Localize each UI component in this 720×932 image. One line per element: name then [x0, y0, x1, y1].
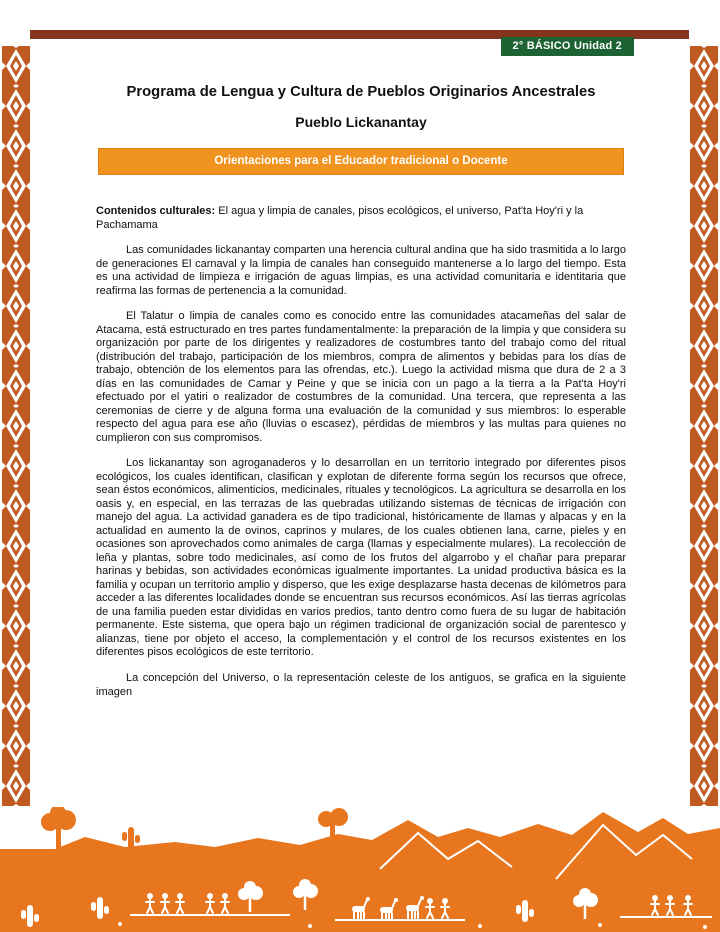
page-title: Programa de Lengua y Cultura de Pueblos Originarios Ancestrales [126, 84, 596, 100]
left-border-pattern-icon [2, 46, 30, 806]
orientation-banner [98, 148, 624, 175]
paragraph-2: El Talatur o limpia de canales como es conocido entre las comunidades atacameñas del salar de Atacama, está estructurado en tres partes fundamentalmente: la preparación de la limpia y que considera su organización por parte de los dirigentes y realizadores de costumbres tanto del trabajo como del ritual (distribución del trabajo, participación de los miembros, compra de alimentos y bebidas para los días de trabajo, obtención de los elementos para las ofrendas, etc.). Luego la actividad misma que dura de 2 a 3 días en las comunidades de Camar y Peine y que se inicia con un pago a la tierra a la Pat'ta Hoy'ri efectuado por el yatiri o realizador de costumbres de la comunidad. Una tercera, que representa a las ceremonias de cierre y de alguna forma una evaluación de la comunidad y sus miembros: lo esperable respecto del agua para ese año (lluvias o escasez), pérdidas de miembros y las multas para quienes no cumplieron con sus compromisos. [96, 310, 626, 444]
right-border-pattern-icon [690, 46, 718, 806]
contenidos-culturales [96, 205, 626, 232]
content-column [96, 84, 626, 711]
footer-illustration [0, 807, 720, 932]
cactus-icon [122, 827, 140, 849]
unit-badge-label: 2° BÁSICO Unidad 2 [512, 40, 622, 52]
paragraph-1: Las comunidades lickanantay comparten una herencia cultural andina que ha sido trasmitida a lo largo de generaciones El carnaval y la limpia de canales han conseguido mantenerse a lo largo del tiempo. Esta es una actividad de limpieza e irrigación de aguas limpias, es una actividad comunitaria e identitaria que reafirma las formas de pertenencia a la comunidad. [96, 244, 626, 297]
orientation-banner-label: Orientaciones para el Educador tradicional o Docente [214, 155, 508, 167]
paragraph-4: La concepción del Universo, o la representación celeste de los antiguos, se grafica en la siguiente imagen [96, 671, 626, 698]
contenidos-label: Contenidos culturales: [96, 205, 216, 217]
unit-badge [501, 37, 634, 56]
page-subtitle: Pueblo Lickanantay [295, 114, 427, 130]
paragraph-3: Los lickanantay son agroganaderos y lo desarrollan en un territorio integrado por diferentes pisos ecológicos, los cuales identifican, clasifican y explotan de diferente forma según los recursos que ofrece, sean éstos económicos, alimenticios, medicinales, rituales y tecnológicos. La agricultura se desarrolla en los oasis y, en especial, en las terrazas de las quebradas utilizando sistemas de técnicas de irrigación con manejo del agua. La actividad ganadera es de tipo tradicional, históricamente de llamas y alpacas y en la actualidad en aumento la de ovinos, caprinos y mulares, de los cuales obtienen lana, carne, pieles y en ocasiones son aprovechados como animales de carga (llamas y especialmente mulares). La recolección de leña y plantas, sobre todo medicinales, así como de los frutos del algarrobo y el chañar para preparar harinas y bebidas, son actividades económicas igualmente importantes. La unidad productiva básica es la familia y ocupan un territorio amplio y disperso, que les exige desplazarse hasta decenas de kilómetros para acceder a las diferentes localidades donde se encuentran sus recursos económicos. Así las tierras agrícolas de una familia pueden estar divididas en varios predios, tanto dentro como fuera de su lugar de habitación permanente. Este sistema, que opera bajo un régimen tradicional de organización social de parentesco y alianzas, tiene por objeto el acceso, la complementación y el control de los recursos existentes en los diferentes pisos ecológicos de este territorio. [96, 457, 626, 659]
contenidos-text: El agua y limpia de canales, pisos ecológicos, el universo, Pat'ta Hoy'ri y la Pachamama [96, 205, 584, 231]
